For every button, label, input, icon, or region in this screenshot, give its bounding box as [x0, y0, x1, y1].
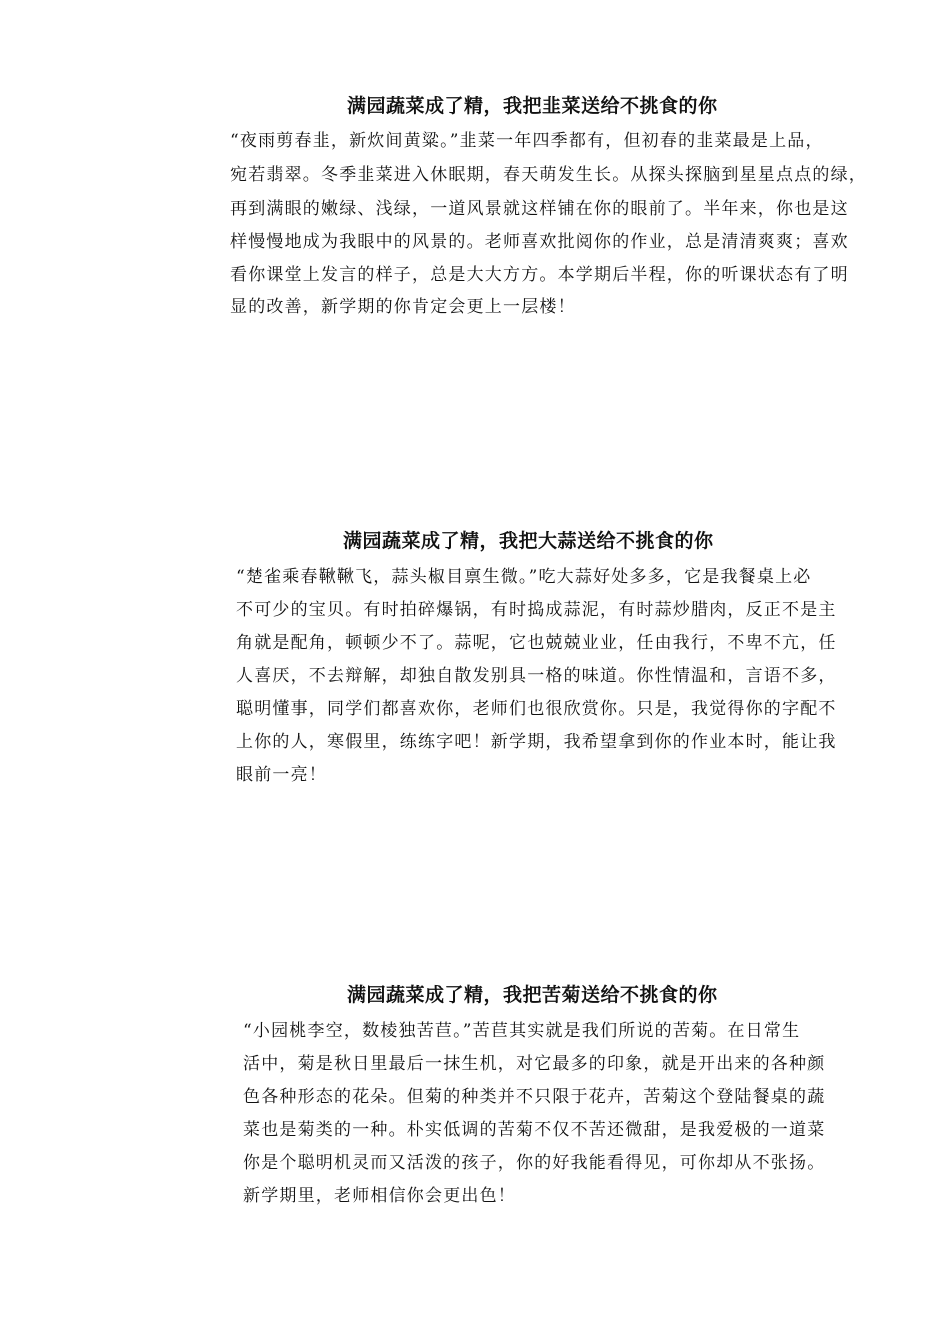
paragraph-line: 样慢慢地成为我眼中的风景的。老师喜欢批阅你的作业，总是清清爽爽；喜欢 — [230, 232, 849, 252]
paragraph-line: 上你的人，寒假里，练练字吧！新学期，我希望拿到你的作业本时，能让我 — [236, 732, 837, 752]
paragraph-line: 再到满眼的嫩绿、浅绿，一道风景就这样铺在你的眼前了。半年来，你也是这 — [230, 199, 849, 219]
paragraph-line: 宛若翡翠。冬季韭菜进入休眠期，春天萌发生长。从探头探脑到星星点点的绿， — [230, 165, 867, 185]
paragraph-line: “楚雀乘春鞦鞦飞，蒜头椒目禀生微。”吃大蒜好处多多，它是我餐桌上必 — [236, 567, 812, 587]
paragraph-line: 不可少的宝贝。有时拍碎爆锅，有时捣成蒜泥，有时蒜炒腊肉，反正不是主 — [236, 600, 837, 620]
paragraph-line: 你是个聪明机灵而又活泼的孩子，你的好我能看得见，可你却从不张扬。 — [243, 1153, 826, 1173]
paragraph-line: 菜也是菊类的一种。朴实低调的苦菊不仅不苦还微甜，是我爱极的一道菜 — [243, 1120, 826, 1140]
paragraph-line: 活中，菊是秋日里最后一抹生机，对它最多的印象，就是开出来的各种颜 — [243, 1054, 826, 1074]
paragraph-line: 眼前一亮！ — [236, 765, 327, 785]
paragraph-line: 色各种形态的花朵。但菊的种类并不只限于花卉，苦菊这个登陆餐桌的蔬 — [243, 1087, 826, 1107]
paragraph-line: 看你课堂上发言的样子，总是大大方方。本学期后半程，你的听课状态有了明 — [230, 265, 849, 285]
paragraph-line: 角就是配角，顿顿少不了。蒜呢，它也兢兢业业，任由我行，不卑不亢，任 — [236, 633, 837, 653]
paragraph-line: 显的改善，新学期的你肯定会更上一层楼！ — [230, 297, 576, 317]
paragraph-line: “小园桃李空，数棱独苦苣。”苦苣其实就是我们所说的苦菊。在日常生 — [243, 1021, 801, 1041]
paragraph-line: 人喜厌，不去辩解，却独自散发别具一格的味道。你性情温和，言语不多， — [236, 666, 837, 686]
section-title: 满园蔬菜成了精，我把大蒜送给不挑食的你 — [343, 530, 714, 552]
section-title: 满园蔬菜成了精，我把苦菊送给不挑食的你 — [347, 984, 718, 1006]
paragraph-line: “夜雨剪春韭，新炊间黄粱。”韭菜一年四季都有，但初春的韭菜最是上品， — [230, 131, 824, 151]
section-title: 满园蔬菜成了精，我把韭菜送给不挑食的你 — [347, 95, 718, 117]
paragraph-line: 新学期里，老师相信你会更出色！ — [243, 1186, 516, 1206]
paragraph-line: 聪明懂事，同学们都喜欢你，老师们也很欣赏你。只是，我觉得你的字配不 — [236, 699, 837, 719]
